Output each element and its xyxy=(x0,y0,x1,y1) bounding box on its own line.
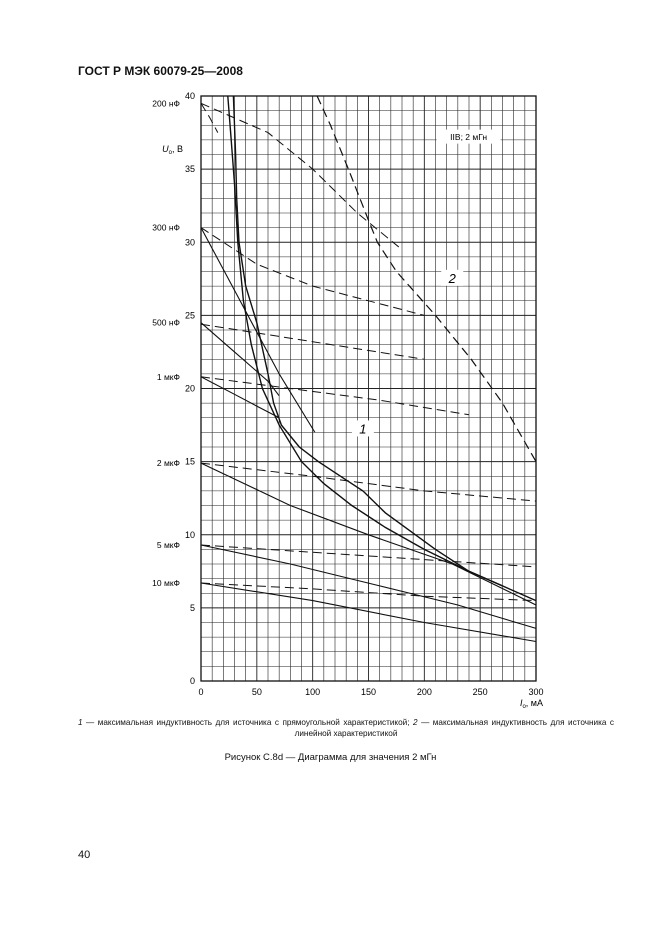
capacitance-label: 200 нФ xyxy=(152,98,180,109)
x-axis-label: $I_o$, мА xyxy=(519,698,543,710)
capacitance-label: 10 мкФ xyxy=(152,578,180,589)
page-number: 40 xyxy=(78,849,91,861)
curve-marker-2: 2 xyxy=(448,270,456,286)
inset-label: IIB; 2 мГн xyxy=(450,132,488,143)
curve-marker-1: 1 xyxy=(359,421,367,437)
capacitance-label: 1 мкФ xyxy=(156,371,180,382)
capacitance-label: 300 нФ xyxy=(152,222,180,233)
y-tick-label: 5 xyxy=(189,602,195,613)
note-2-text: — максимальная индуктивность для источника с линейной характеристикой xyxy=(294,718,614,738)
y-tick-label: 20 xyxy=(184,383,195,394)
curve-1 xyxy=(228,96,536,601)
document-header: ГОСТ Р МЭК 60079-25—2008 xyxy=(78,64,243,78)
x-tick-label: 250 xyxy=(472,687,488,697)
curve-4 xyxy=(201,103,218,132)
capacitance-label: 5 мкФ xyxy=(156,539,180,550)
x-tick-label: 150 xyxy=(360,687,377,697)
curve-3 xyxy=(317,96,536,462)
note-1-text: — максимальная индуктивность для источника с прямоугольной характеристикой; xyxy=(82,718,414,727)
figure-title: Рисунок C.8d — Диаграмма для значения 2 мГн xyxy=(224,752,437,763)
x-tick-label: 300 xyxy=(528,687,544,697)
y-tick-label: 25 xyxy=(184,310,195,321)
capacitance-label: 500 нФ xyxy=(152,317,180,328)
y-tick-label: 30 xyxy=(184,237,195,248)
x-tick-label: 50 xyxy=(251,687,262,697)
chart-grid xyxy=(201,96,536,681)
x-tick-label: 100 xyxy=(305,687,321,697)
x-tick-label: 0 xyxy=(198,687,204,697)
figure-notes xyxy=(78,717,614,739)
note-2-number: 2 xyxy=(413,718,418,727)
note-1-number: 1 xyxy=(78,718,83,727)
x-tick-label: 200 xyxy=(416,687,432,697)
y-tick-label: 0 xyxy=(189,676,195,686)
y-tick-label: 40 xyxy=(184,91,195,101)
y-axis-label: $U_o$, В xyxy=(162,144,183,156)
y-tick-label: 35 xyxy=(184,164,195,175)
y-tick-label: 15 xyxy=(184,456,195,467)
curve-10 xyxy=(201,377,279,418)
capacitance-label: 2 мкФ xyxy=(156,458,180,469)
y-tick-label: 10 xyxy=(184,529,195,540)
